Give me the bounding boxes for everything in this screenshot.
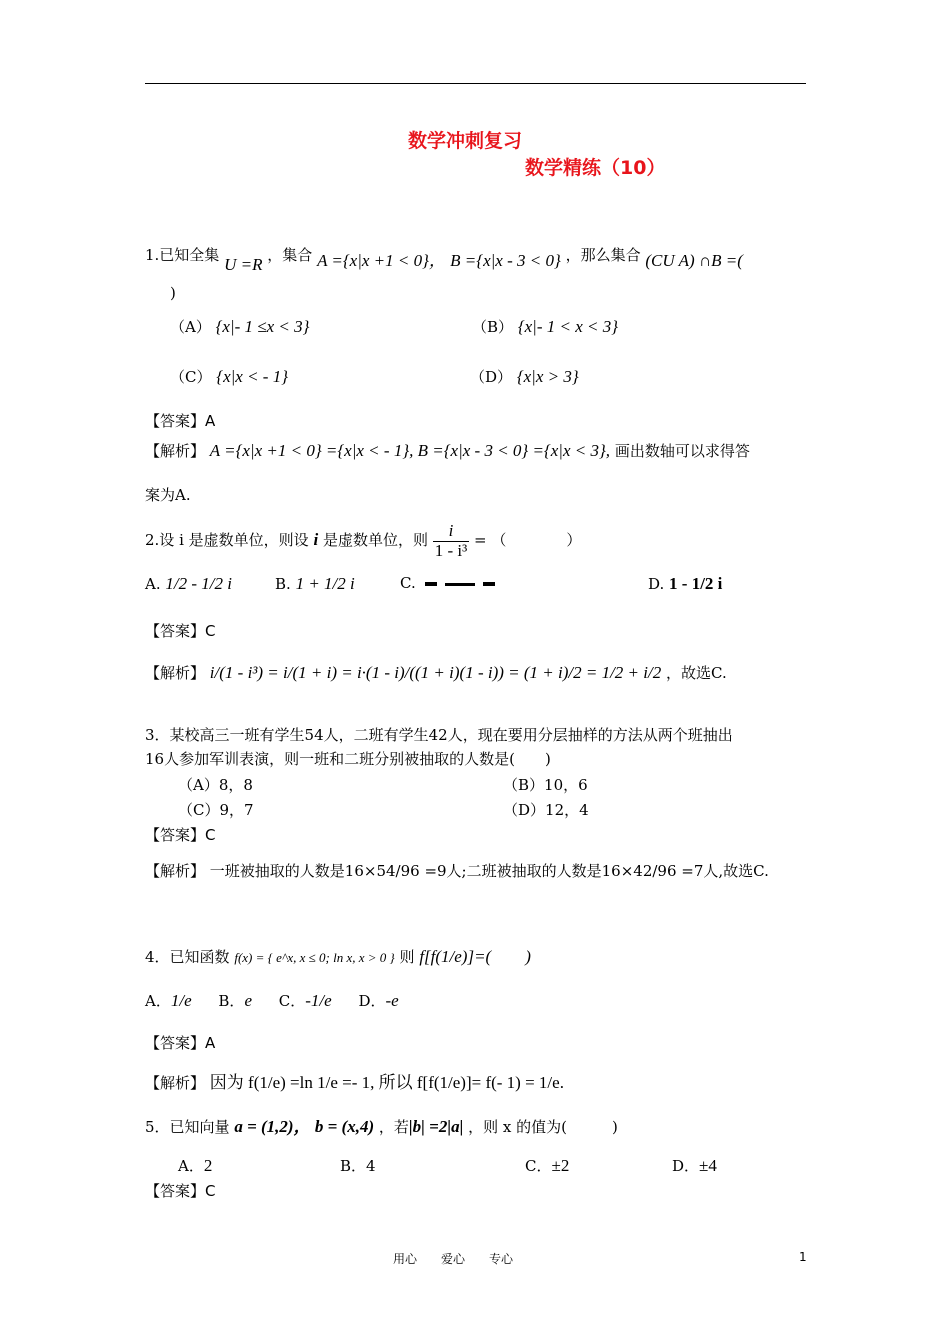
option-label: D． bbox=[358, 992, 386, 1010]
q2-explain-tail: ，故选C. bbox=[666, 664, 727, 682]
option-value: 12，4 bbox=[545, 801, 589, 819]
q4-explanation bbox=[145, 1068, 564, 1093]
option-value: {x|- 1 ≤x < 3} bbox=[215, 317, 310, 336]
option-label: D. bbox=[648, 575, 665, 593]
q2-stem bbox=[145, 522, 581, 560]
option-value: 10，6 bbox=[544, 776, 588, 794]
garbled-glyph bbox=[483, 582, 495, 586]
q1-set-b: ， B ={x|x - 3 < 0} bbox=[428, 251, 561, 270]
option-label: D． bbox=[672, 1157, 700, 1175]
q2-fraction bbox=[433, 522, 469, 560]
q2-explain-math: i/(1 - i³) = i/(1 + i) = i·(1 - i)/((1 + i)(1 - i)) = (1 + i)/2 = 1/2 + i/2 bbox=[209, 663, 662, 682]
q4-explain-text: 因为 f(1/e) =ln 1/e =- 1, 所以 f[f(1/e)]= f(- 1) = 1/e. bbox=[209, 1073, 564, 1092]
q1-option-a bbox=[170, 316, 309, 337]
q5-stem-text: 5．已知向量 bbox=[145, 1118, 230, 1136]
option-label: （A） bbox=[170, 318, 211, 336]
q4-question: f[f(1/e)]=( ) bbox=[419, 947, 531, 966]
garbled-glyph bbox=[445, 583, 475, 586]
q4-stem-text-2: 则 bbox=[399, 948, 415, 966]
option-value: ±4 bbox=[699, 1156, 717, 1175]
option-value: 8，8 bbox=[218, 776, 253, 794]
option-value: ±2 bbox=[551, 1156, 570, 1175]
q3-explain-text: 一班被抽取的人数是16×54/96 =9人;二班被抽取的人数是16×42/96 =7人,故选C. bbox=[209, 862, 769, 880]
option-value: 1/e bbox=[170, 991, 192, 1010]
option-label: （D） bbox=[470, 368, 513, 386]
option-value: 1 + 1/2 i bbox=[295, 574, 355, 593]
header-rule bbox=[145, 83, 806, 84]
q5-stem bbox=[145, 1112, 618, 1137]
q5-tail: ，则 x 的值为( ) bbox=[468, 1118, 618, 1136]
title-sub: 数学精练（10） bbox=[525, 157, 666, 179]
q1-set-a: A ={x|x +1 < 0} bbox=[317, 251, 429, 270]
frac-denominator: 1 - i³ bbox=[434, 540, 468, 560]
q5-vector-a: a = (1,2) bbox=[234, 1117, 294, 1136]
q3-answer: 【答案】C bbox=[145, 826, 216, 844]
q5-option-a bbox=[178, 1155, 212, 1176]
title-main: 数学冲刺复习 bbox=[408, 130, 523, 152]
q4-options bbox=[145, 990, 399, 1011]
q1-stem-text: 1.已知全集 bbox=[145, 246, 220, 264]
q1-mid-text: ，集合 bbox=[267, 246, 313, 264]
q2-imag-unit: i bbox=[313, 530, 319, 550]
frac-numerator: i bbox=[448, 521, 454, 540]
q3-option-c bbox=[178, 799, 254, 820]
option-label: A. bbox=[145, 575, 161, 593]
option-value: e bbox=[244, 991, 252, 1010]
q4-answer: 【答案】A bbox=[145, 1034, 216, 1052]
option-label: （D） bbox=[503, 801, 546, 819]
q2-option-d bbox=[648, 574, 722, 594]
q5-condition: |b| =2|a| bbox=[408, 1117, 464, 1136]
option-label: （A） bbox=[178, 776, 219, 794]
q2-option-a bbox=[145, 574, 232, 594]
q1-explanation bbox=[145, 440, 750, 461]
option-value: 4 bbox=[366, 1157, 376, 1175]
q2-explanation bbox=[145, 662, 727, 683]
q5-option-c bbox=[525, 1155, 569, 1176]
option-value: 9，7 bbox=[219, 801, 254, 819]
q3-stem-line2: 16人参加军训表演，则一班和二班分别被抽取的人数是( ) bbox=[145, 750, 551, 768]
explain-tag: 【解析】 bbox=[145, 442, 206, 460]
q1-close-paren: ) bbox=[170, 284, 176, 302]
q3-option-a bbox=[178, 774, 253, 795]
option-label: B． bbox=[340, 1157, 367, 1175]
q1-option-b bbox=[472, 316, 618, 337]
q4-function-def: f(x) = { e^x, x ≤ 0; ln x, x > 0 } bbox=[234, 950, 395, 965]
q1-stem bbox=[145, 240, 743, 274]
q2-stem-text-2: 是虚数单位，则 bbox=[322, 531, 428, 550]
q1-universal-set: U =R bbox=[224, 255, 263, 274]
explain-tag: 【解析】 bbox=[145, 664, 206, 682]
option-value: -e bbox=[385, 991, 399, 1010]
option-label: C． bbox=[278, 992, 306, 1010]
option-value: 1 - 1/2 i bbox=[669, 574, 723, 593]
q3-stem-line1: 3．某校高三一班有学生54人，二班有学生42人，现在要用分层抽样的方法从两个班抽出 bbox=[145, 726, 733, 744]
option-label: C. bbox=[400, 574, 416, 592]
option-label: （B） bbox=[472, 318, 514, 336]
option-label: A． bbox=[178, 1157, 204, 1175]
footer-slogan: 用心 爱心 专心 bbox=[393, 1252, 514, 1266]
option-value: {x|x < - 1} bbox=[216, 367, 289, 386]
option-label: C． bbox=[525, 1157, 552, 1175]
q3-explanation bbox=[145, 860, 769, 881]
q1-explain-text: 画出数轴可以求得答 bbox=[614, 442, 750, 460]
option-label: B. bbox=[275, 575, 291, 593]
option-value: 1/2 - 1/2 i bbox=[165, 574, 232, 593]
q5-cond-prefix: ，若 bbox=[378, 1118, 409, 1136]
q2-tail: = （ ） bbox=[474, 531, 582, 550]
q1-answer: 【答案】A bbox=[145, 412, 216, 430]
q4-stem bbox=[145, 942, 531, 967]
q1-option-d bbox=[470, 366, 579, 387]
q5-vector-b: ， b = (x,4) bbox=[293, 1117, 375, 1136]
option-label: （C） bbox=[170, 368, 212, 386]
explain-tag: 【解析】 bbox=[145, 862, 206, 880]
page-number: 1 bbox=[799, 1250, 807, 1264]
option-label: （B） bbox=[503, 776, 545, 794]
option-value: {x|- 1 < x < 3} bbox=[517, 317, 619, 336]
q1-mid-text-2: ，那么集合 bbox=[565, 246, 641, 264]
option-value: -1/e bbox=[305, 991, 332, 1010]
q3-option-d bbox=[503, 799, 589, 820]
q3-option-b bbox=[503, 774, 588, 795]
option-label: A． bbox=[145, 992, 171, 1010]
q1-option-c bbox=[170, 366, 288, 387]
explain-tag: 【解析】 bbox=[145, 1074, 206, 1092]
q4-stem-text: 4．已知函数 bbox=[145, 948, 230, 966]
q2-option-b bbox=[275, 574, 355, 594]
q5-answer: 【答案】C bbox=[145, 1182, 216, 1200]
option-label: B． bbox=[218, 992, 245, 1010]
q1-explanation-2: 案为A. bbox=[145, 486, 191, 504]
q1-expression: (CU A) ∩B =( bbox=[645, 251, 743, 270]
option-value: {x|x > 3} bbox=[516, 367, 579, 386]
q1-explain-math: A ={x|x +1 < 0} ={x|x < - 1}, B ={x|x - 3 < 0} ={x|x < 3}, bbox=[209, 441, 611, 460]
garbled-glyph bbox=[425, 582, 437, 586]
option-label: （C） bbox=[178, 801, 220, 819]
q2-stem-text: 2.设 i 是虚数单位，则设 bbox=[145, 531, 309, 550]
q2-option-c bbox=[400, 574, 499, 592]
q5-option-d bbox=[672, 1155, 717, 1176]
q2-answer: 【答案】C bbox=[145, 622, 216, 640]
q5-option-b bbox=[340, 1155, 376, 1176]
option-value: 2 bbox=[203, 1156, 213, 1175]
